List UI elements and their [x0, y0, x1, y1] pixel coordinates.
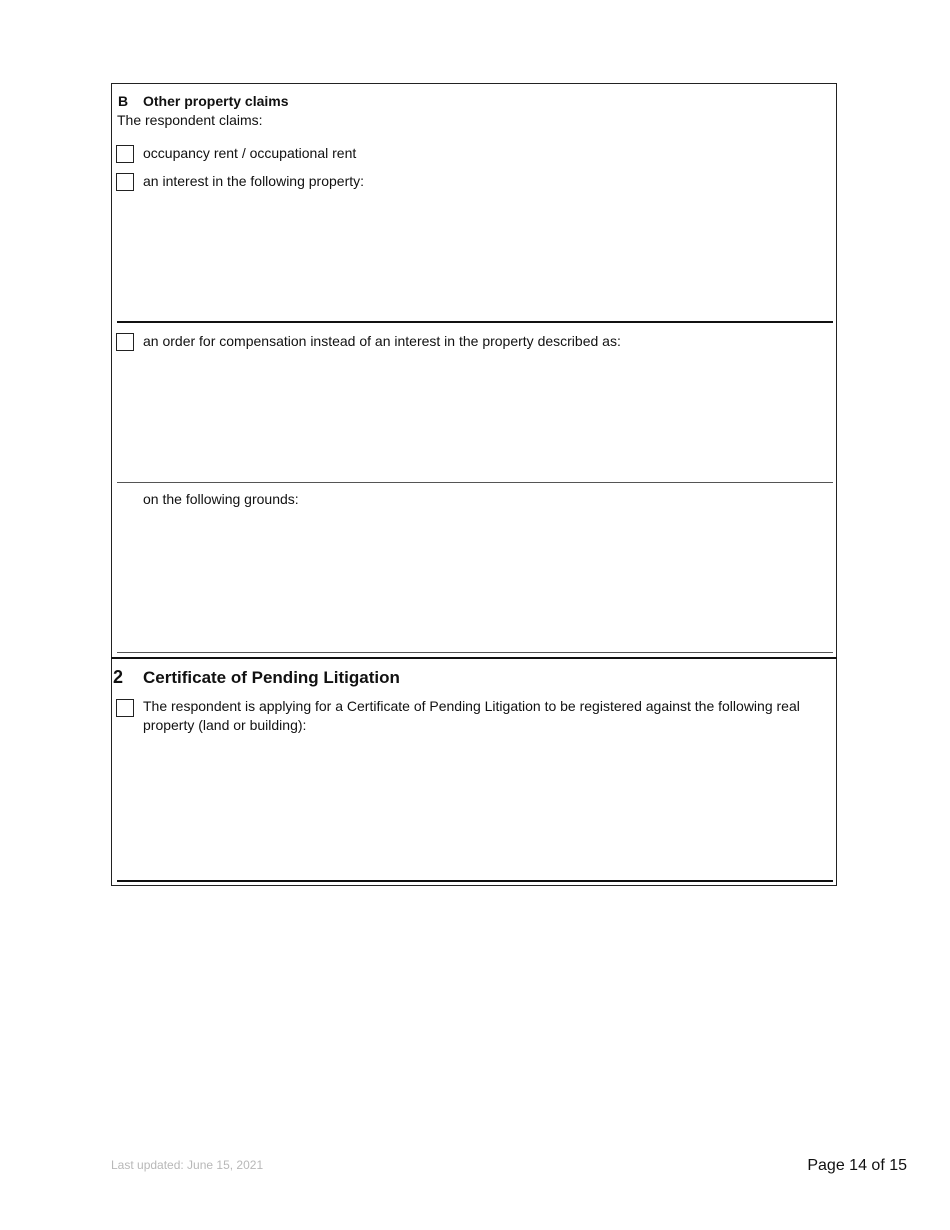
real-property-field[interactable]: [117, 740, 833, 878]
page-number: Page 14 of 15: [807, 1157, 907, 1174]
section-b-intro: The respondent claims:: [117, 112, 263, 128]
last-updated: Last updated: June 15, 2021: [111, 1158, 264, 1172]
interest-in-property-field[interactable]: [117, 193, 833, 320]
interest-in-property-checkbox[interactable]: [116, 173, 134, 191]
compensation-order-label: an order for compensation instead of an interest in the property described as:: [143, 333, 621, 349]
pending-litigation-label: The respondent is applying for a Certificate of Pending Litigation to be registered against the following real property (land or building):: [143, 698, 800, 733]
divider: [117, 880, 833, 882]
section-b-letter: B: [118, 93, 129, 109]
compensation-property-field[interactable]: [117, 353, 833, 480]
section-2-number: 2: [113, 667, 124, 687]
pending-litigation-checkbox[interactable]: [116, 699, 134, 717]
divider: [117, 652, 833, 653]
divider: [117, 482, 833, 483]
interest-in-property-label: an interest in the following property:: [143, 173, 365, 189]
divider: [117, 321, 833, 323]
occupancy-rent-label: occupancy rent / occupational rent: [143, 145, 357, 161]
section-b-title: Other property claims: [143, 93, 289, 109]
grounds-field[interactable]: [117, 511, 833, 651]
compensation-order-checkbox[interactable]: [116, 333, 134, 351]
section-2-title: Certificate of Pending Litigation: [143, 668, 400, 687]
section-divider: [111, 657, 837, 659]
occupancy-rent-checkbox[interactable]: [116, 145, 134, 163]
grounds-label: on the following grounds:: [143, 491, 299, 507]
